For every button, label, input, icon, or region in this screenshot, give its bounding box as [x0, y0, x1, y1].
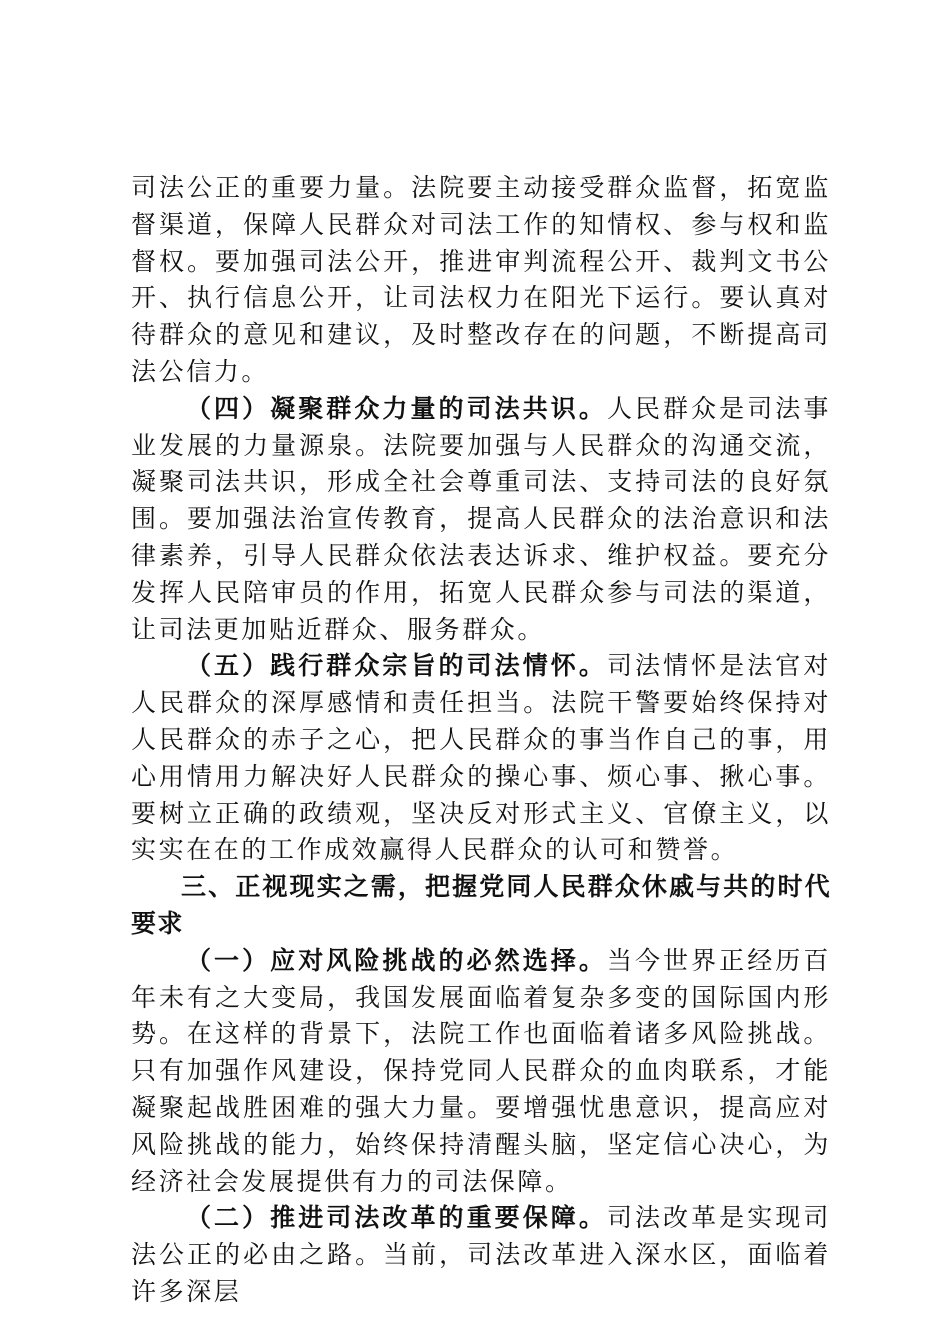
paragraph-continuation: 司法公正的重要力量。法院要主动接受群众监督，拓宽监督渠道，保障人民群众对司法工作的知情权、参与权和监督权。要加强司法公开，推进审判流程公开、裁判文书公开、执行信息公开，让司法权力在阳光下运行。要认真对待群众的意见和建议，及时整改存在的问题，不断提高司法公信力。 — [131, 173, 831, 386]
subheading-reform: （二）推进司法改革的重要保障。 — [186, 1203, 607, 1233]
paragraph-risk-body: 当今世界正经历百年未有之大变局，我国发展面临着复杂多变的国际国内形势。在这样的背景下，法院工作也面临着诸多风险挑战。只有加强作风建设，保持党同人民群众的血肉联系，才能凝聚起战胜困难的强大力量。要增强忧患意识，提高应对风险挑战的能力，始终保持清醒头脑，坚定信心决心，为经济社会发展提供有力的司法保障。 — [131, 945, 831, 1196]
paragraph-consensus — [131, 391, 831, 649]
subheading-consensus: （四）凝聚群众力量的司法共识。 — [186, 393, 607, 423]
paragraph-feelings — [131, 648, 831, 869]
document-page — [131, 170, 831, 1311]
paragraph-reform — [131, 1200, 831, 1310]
subheading-feelings: （五）践行群众宗旨的司法情怀。 — [186, 651, 607, 681]
paragraph-consensus-body: 人民群众是司法事业发展的力量源泉。法院要加强与人民群众的沟通交流，凝聚司法共识，形成全社会尊重司法、支持司法的良好氛围。要加强法治宣传教育，提高人民群众的法治意识和法律素养，引导人民群众依法表达诉求、维护权益。要充分发挥人民陪审员的作用，拓宽人民群众参与司法的渠道，让司法更加贴近群众、服务群众。 — [131, 393, 831, 644]
paragraph-feelings-body: 司法情怀是法官对人民群众的深厚感情和责任担当。法院干警要始终保持对人民群众的赤子之心，把人民群众的事当作自己的事，用心用情用力解决好人民群众的操心事、烦心事、揪心事。要树立正确的政绩观，坚决反对形式主义、官僚主义，以实实在在的工作成效赢得人民群众的认可和赞誉。 — [131, 651, 831, 865]
paragraph-reform-body: 司法改革是实现司法公正的必由之路。当前，司法改革进入深水区，面临着许多深层 — [131, 1203, 831, 1306]
section-heading-3: 三、正视现实之需，把握党同人民群众休戚与共的时代要求 — [131, 872, 831, 938]
paragraph-risk — [131, 943, 831, 1201]
subheading-risk: （一）应对风险挑战的必然选择。 — [186, 945, 607, 975]
